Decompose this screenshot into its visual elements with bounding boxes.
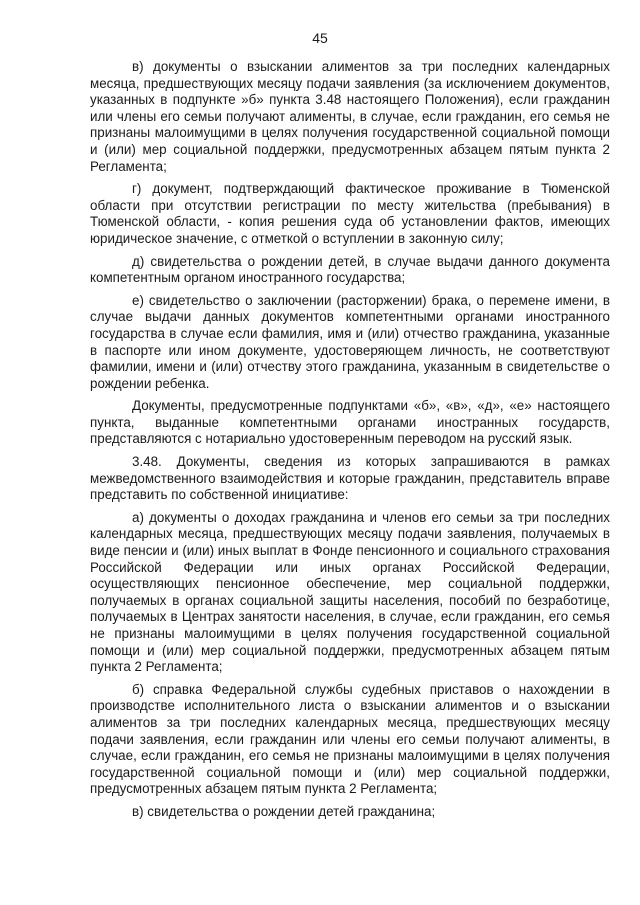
- paragraph-item-g-residence: г) документ, подтверждающий фактическое проживание в Тюменской области при отсутствии регистрации по месту жительства (пребывания) в Тюменской области, - копия решения суда об установлении фактов, имеющих юридическое значение, с отметкой о вступлении в законную силу;: [90, 181, 610, 246]
- paragraph-item-v-alimony: в) документы о взыскании алиментов за три последних календарных месяца, предшествующих месяцу подачи заявления (за исключением документов, указанных в подпункте »б» пункта 3.48 настоящего Положения), если гражданин или члены его семьи получают алименты, в случае, если гражданин, его семья не признаны малоимущими в целях получения государственной социальной помощи и (или) мер социальной поддержки, предусмотренных абзацем пятым пункта 2 Регламента;: [90, 59, 610, 174]
- paragraph-item-b-bailiff-certificate: б) справка Федеральной службы судебных приставов о нахождении в производстве исполнительного листа о взыскании алиментов и о взыскании алиментов за три последних календарных месяца, предшествующих месяцу подачи заявления, если гражданин или члены его семьи получают алименты, в случае, если гражданин, его семья не признаны малоимущими в целях получения государственной социальной помощи и (или) мер социальной поддержки, предусмотренных абзацем пятым пункта 2 Регламента;: [90, 681, 610, 797]
- paragraph-item-e-marriage-certificate: е) свидетельство о заключении (расторжении) брака, о перемене имени, в случае выдачи данных документов компетентными органами иностранного государства в случае если фамилия, имя и (или) отчество гражданина, указанные в паспорте или ином документе, удостоверяющем личность, не соответствуют фамилии, имени и (или) отчеству этого гражданина, указанным в свидетельстве о рождении ребенка.: [90, 292, 610, 391]
- paragraph-item-a-income: а) документы о доходах гражданина и членов его семьи за три последних календарных месяца, предшествующих месяцу подачи заявления, получаемых в виде пенсии и (или) иных выплат в Фонде пенсионного и социального страхования Российской Федерации или иных органах Российской Федерации, осуществляющих пенсионное обеспечение, мер социальной поддержки, получаемых в органах социальной защиты населения, пособий по безработице, получаемых в Центрах занятости населения, в случае, если гражданин, его семья не признаны малоимущими в целях получения государственной социальной помощи и (или) мер социальной поддержки, предусмотренных абзацем пятым пункта 2 Регламента;: [90, 509, 610, 675]
- page-number: 45: [312, 30, 328, 46]
- paragraph-item-d-birth-certificates: д) свидетельства о рождении детей, в случае выдачи данного документа компетентным органом иностранного государства;: [90, 253, 610, 286]
- paragraph-section-3-48: 3.48. Документы, сведения из которых запрашиваются в рамках межведомственного взаимодействия и которые гражданин, представитель вправе представить по собственной инициативе:: [90, 454, 610, 503]
- paragraph-item-v-children-birth: в) свидетельства о рождении детей гражданина;: [132, 803, 436, 819]
- paragraph-translation-note: Документы, предусмотренные подпунктами «б», «в», «д», «е» настоящего пункта, выданные компетентными органами иностранных государств, представляются с нотариально удостоверенным переводом на русский язык.: [90, 398, 610, 447]
- document-body: [90, 59, 610, 827]
